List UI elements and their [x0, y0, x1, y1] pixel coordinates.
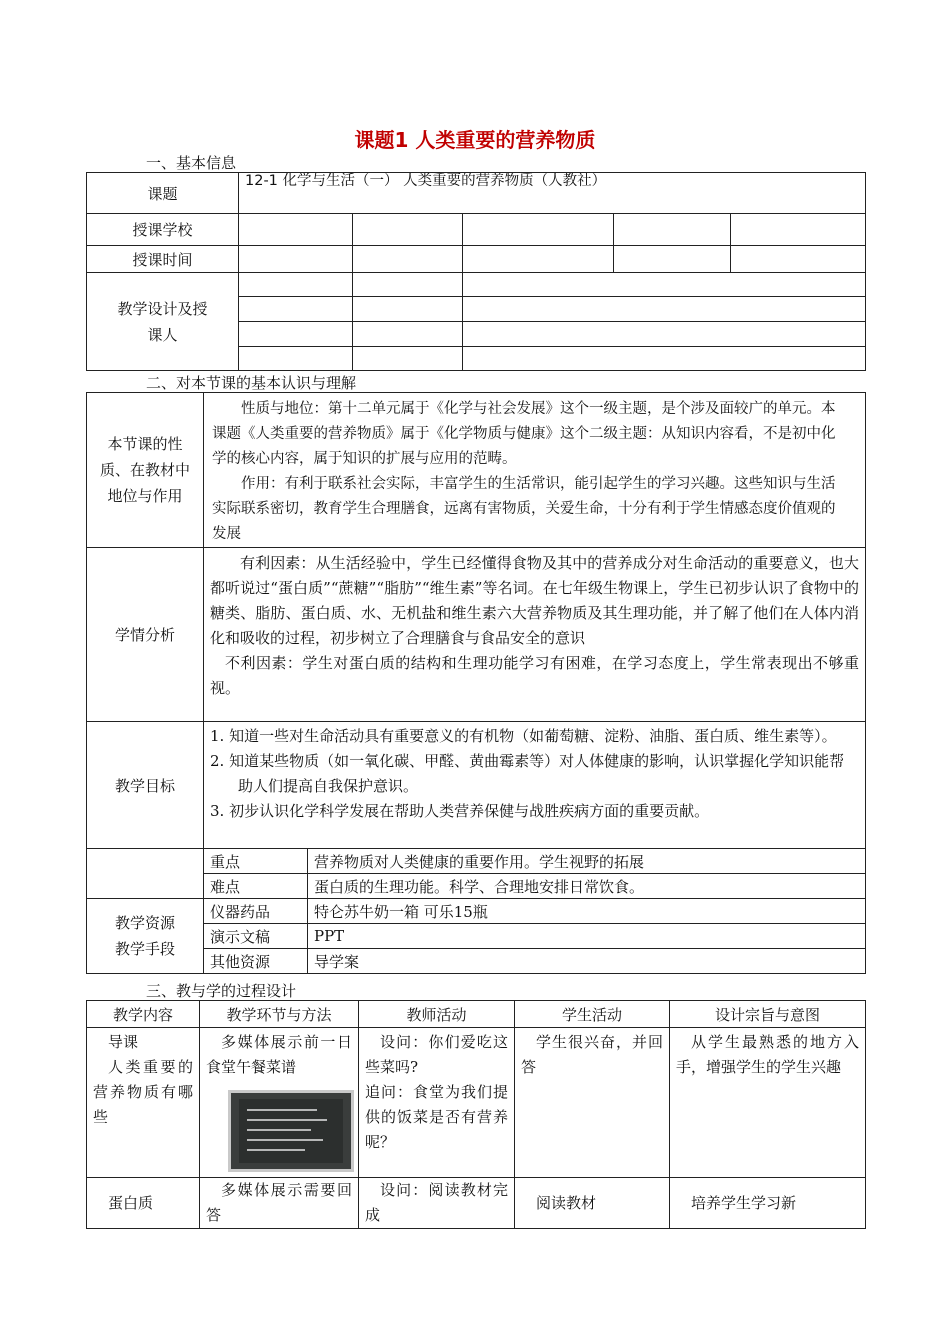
time-label: 授课时间: [87, 246, 239, 273]
slides-value: PPT: [308, 924, 866, 949]
row1-teacher-b: 追问：食堂为我们提供的饭菜是否有营养呢？: [365, 1083, 508, 1151]
designer-label: 教学设计及授课人: [87, 273, 239, 371]
designer-cell: [239, 322, 353, 347]
designer-cell: [353, 347, 463, 371]
difficult-value: 蛋白质的生理功能。科学、合理地安排日常饮食。: [308, 874, 866, 899]
analysis-text-2: 不利因素：学生对蛋白质的结构和生理功能学习有困难，在学习态度上，学生常表现出不够重视。: [210, 654, 859, 697]
key-label: 重点: [204, 849, 308, 874]
row1-teacher-a: 设问：你们爱吃这些菜吗?: [365, 1033, 508, 1076]
difficult-label: 难点: [204, 874, 308, 899]
position-text-1: 性质与地位：第十二单元属于《化学与社会发展》这个一级主题，是个涉及面较广的单元。本课题《人类重要的营养物质》属于《化学物质与健康》这个二级主题：从知识内容看，不是初中化学的核心内容，属于知识的扩展与应用的范畴。: [212, 401, 836, 467]
row2-student: 阅读教材: [515, 1178, 670, 1229]
header-method: 教学环节与方法: [200, 1001, 359, 1028]
designer-cell: [463, 347, 866, 371]
instrument-value: 特仑苏牛奶一箱 可乐15瓶: [308, 899, 866, 924]
school-cell: [614, 214, 731, 246]
designer-cell: [463, 297, 866, 322]
analysis-label: 学情分析: [87, 548, 204, 722]
time-cell: [731, 246, 866, 273]
analysis-text-1: 有利因素：从生活经验中，学生已经懂得食物及其中的营养成分对生命活动的重要意义，也大都听说过“蛋白质”“蔗糖”“脂肪”“维生素”等名词。在七年级生物课上，学生已初步认识了食物中的糖类、脂肪、蛋白质、水、无机盐和维生素六大营养物质及其生理功能，并了解了他们在人体内消化和吸收的过程，初步树立了合理膳食与食品安全的意识: [210, 554, 859, 647]
basic-info-table: [86, 172, 866, 371]
section-basic-info: 一、基本信息: [146, 154, 237, 172]
row1-content-a: 导课: [108, 1033, 139, 1051]
position-text-2: 作用：有利于联系社会实际，丰富学生的生活常识，能引起学生的学习兴趣。这些知识与生活实际联系密切，教育学生合理膳食，远离有害物质，关爱生命，十分有利于学生情感态度价值观的发展: [212, 476, 836, 542]
goal-item: 1. 知道一些对生命活动具有重要意义的有机物（如葡萄糖、淀粉、油脂、蛋白质、维生素等）。: [210, 727, 837, 745]
row1-student: 学生很兴奋，并回答: [515, 1028, 670, 1178]
resources-label-1: 教学资源: [114, 914, 175, 932]
row2-method: 多媒体展示需要回答: [200, 1178, 359, 1229]
goal-item: 2. 知道某些物质（如一氧化碳、甲醛、黄曲霉素等）对人体健康的影响，认识掌握化学知识能帮助人们提高自我保护意识。: [210, 752, 845, 795]
school-label: 授课学校: [87, 214, 239, 246]
designer-cell: [463, 322, 866, 347]
row2-teacher: 设问：阅读教材完成: [359, 1178, 515, 1229]
header-purpose: 设计宗旨与意图: [670, 1001, 866, 1028]
empty-cell: [87, 849, 204, 899]
time-cell: [353, 246, 463, 273]
topic-label: 课题: [87, 173, 239, 214]
other-label: 其他资源: [204, 949, 308, 974]
key-value: 营养物质对人类健康的重要作用。学生视野的拓展: [308, 849, 866, 874]
process-table: [86, 1000, 866, 1229]
school-cell: [731, 214, 866, 246]
designer-cell: [239, 273, 353, 297]
menu-photo-icon: [228, 1090, 354, 1172]
school-cell: [239, 214, 353, 246]
understanding-table: [86, 392, 866, 974]
other-value: 导学案: [308, 949, 866, 974]
slides-label: 演示文稿: [204, 924, 308, 949]
designer-cell: [239, 347, 353, 371]
designer-cell: [353, 273, 463, 297]
header-teacher: 教师活动: [359, 1001, 515, 1028]
row2-purpose: 培养学生学习新: [670, 1178, 866, 1229]
header-content: 教学内容: [87, 1001, 200, 1028]
section-process: 三、教与学的过程设计: [146, 982, 297, 1000]
time-cell: [239, 246, 353, 273]
designer-cell: [353, 322, 463, 347]
goals-list: [210, 724, 859, 824]
position-label: 本节课的性质、在教材中地位与作用: [87, 393, 204, 548]
designer-cell: [463, 273, 866, 297]
goal-item: 3. 初步认识化学科学发展在帮助人类营养保健与战胜疾病方面的重要贡献。: [210, 802, 710, 820]
header-student: 学生活动: [515, 1001, 670, 1028]
designer-cell: [239, 297, 353, 322]
page-title: 课题1 人类重要的营养物质: [354, 128, 596, 152]
resources-label-2: 教学手段: [114, 940, 175, 958]
row2-content: 蛋白质: [87, 1178, 200, 1229]
section-understanding: 二、对本节课的基本认识与理解: [146, 374, 357, 392]
row1-method: 多媒体展示前一日食堂午餐菜谱: [206, 1033, 352, 1076]
designer-cell: [353, 297, 463, 322]
row1-purpose: 从学生最熟悉的地方入手，增强学生的学生兴趣: [670, 1028, 866, 1178]
instrument-label: 仪器药品: [204, 899, 308, 924]
school-cell: [463, 214, 614, 246]
school-cell: [353, 214, 463, 246]
time-cell: [614, 246, 731, 273]
row1-content-b: 人类重要的营养物质有哪些: [93, 1058, 193, 1126]
topic-value: 12-1 化学与生活（一） 人类重要的营养物质（人教社）: [239, 173, 866, 214]
goals-label: 教学目标: [87, 722, 204, 849]
time-cell: [463, 246, 614, 273]
